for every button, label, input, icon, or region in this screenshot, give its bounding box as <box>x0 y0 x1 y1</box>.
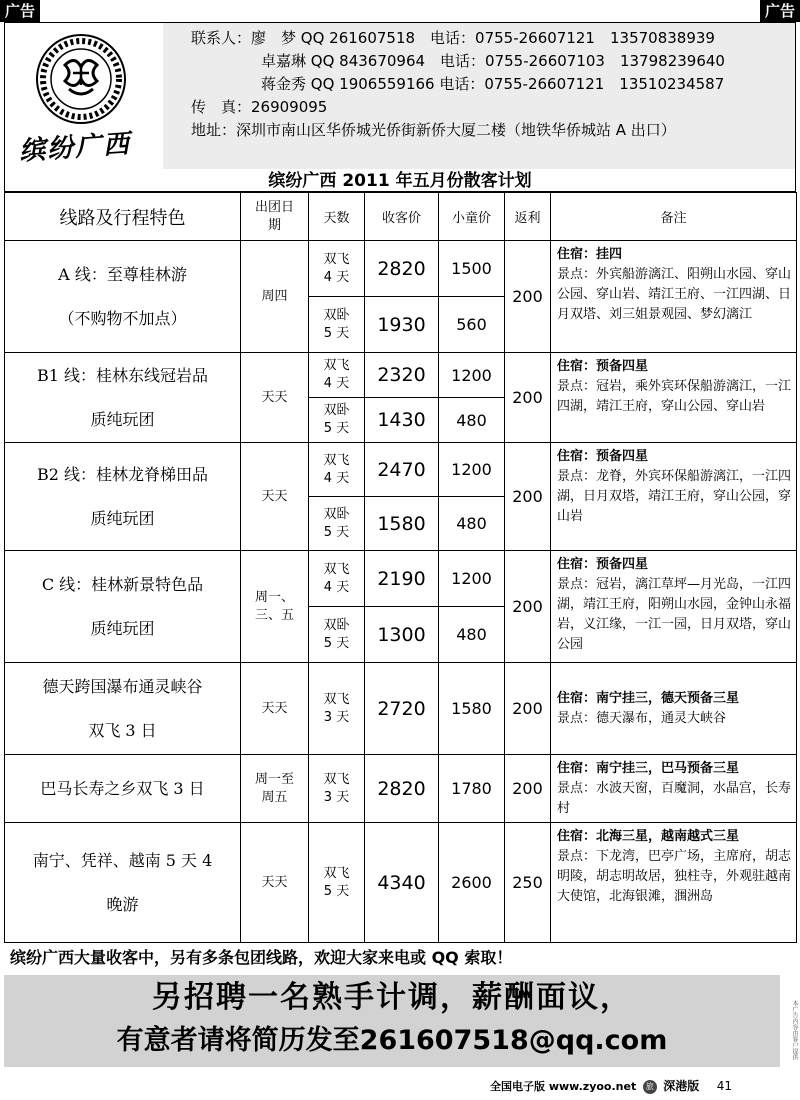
header-price: 收客价 <box>365 193 439 241</box>
mode-days: 5 天 <box>323 635 350 651</box>
mode-type: 双飞 <box>323 771 350 787</box>
contact-line-3: 蒋金秀 QQ 1906559166 电话：0755-26607121 13510234587 <box>261 75 725 93</box>
child-price-cell: 1200 <box>439 443 505 497</box>
route-line-2: 双飞 3 日 <box>88 720 157 740</box>
route-line-1: B1 线：桂林东线冠岩品 <box>36 365 209 385</box>
footer-note: 缤纷广西大量收客中，另有多条包团线路，欢迎大家来电或 QQ 索取！ <box>10 948 513 967</box>
rebate-cell: 200 <box>505 443 551 551</box>
child-price-cell: 1200 <box>439 353 505 398</box>
route-cell <box>5 241 241 353</box>
child-price-cell: 480 <box>439 497 505 551</box>
depart-cell: 天天 <box>241 443 309 551</box>
note-sights: 景点：冠岩，乘外宾环保船游漓江，一江四湖，靖江王府，穿山公园、穿山岩 <box>557 379 792 414</box>
edition-circle-icon: 旅 <box>643 1080 657 1094</box>
note-sights: 景点：外宾船游漓江、阳朔山水园、穿山公园、穿山岩、靖江王府、一江四湖、日月双塔、刘三姐景观园、梦幻漓江 <box>557 267 792 322</box>
table-row <box>5 663 797 755</box>
mode-days: 4 天 <box>323 376 350 391</box>
mode-type: 双飞 <box>323 865 350 881</box>
mode-cell <box>309 297 365 353</box>
route-line-1: 南宁、凭祥、越南 5 天 4 <box>32 850 213 870</box>
mode-cell <box>309 398 365 443</box>
mode-cell <box>309 823 365 943</box>
recruit-banner <box>4 975 780 1067</box>
note-cell <box>551 823 797 943</box>
mode-type: 双飞 <box>323 691 350 707</box>
price-cell: 2820 <box>365 755 439 823</box>
ad-tag-right: 广告 <box>760 0 800 22</box>
mode-cell <box>309 607 365 663</box>
mode-days: 3 天 <box>323 709 350 725</box>
note-sights: 景点：冠岩，漓江草坪—月光岛，一江四湖，靖江王府，阳朔山水园，金钟山永福岩，义江缘，一江一园，日月双塔，穿山公园 <box>557 577 792 652</box>
mode-cell <box>309 443 365 497</box>
note-cell <box>551 241 797 353</box>
note-hotel: 住宿：预备四星 <box>557 557 649 572</box>
note-cell <box>551 551 797 663</box>
note-cell <box>551 443 797 551</box>
note-sights: 景点：水波天窗，百魔洞，水晶宫，长寿村 <box>557 781 792 816</box>
route-line-1: C 线：桂林新景特色品 <box>41 574 204 594</box>
fax-line: 传 真：26909095 <box>191 98 328 116</box>
tour-plan-table <box>4 192 797 943</box>
rebate-cell: 200 <box>505 663 551 755</box>
depart-cell: 天天 <box>241 823 309 943</box>
price-cell: 2820 <box>365 241 439 297</box>
header-child: 小童价 <box>439 193 505 241</box>
mode-type: 双卧 <box>323 617 350 633</box>
price-cell: 4340 <box>365 823 439 943</box>
rebate-cell: 250 <box>505 823 551 943</box>
mode-days: 4 天 <box>323 579 350 595</box>
header-note: 备注 <box>551 193 797 241</box>
price-cell: 1430 <box>365 398 439 443</box>
route-cell <box>5 755 241 823</box>
route-line-2: （不购物不加点） <box>58 308 187 328</box>
mode-days: 5 天 <box>323 421 350 436</box>
child-price-cell: 2600 <box>439 823 505 943</box>
side-note: 本广告内容由客户提供 <box>791 1000 798 1060</box>
depart-cell: 周四 <box>241 241 309 353</box>
mode-days: 5 天 <box>323 325 350 341</box>
route-line-2: 晚游 <box>106 894 139 914</box>
table-row <box>5 823 797 943</box>
route-line-2: 质纯玩团 <box>90 409 155 429</box>
route-cell <box>5 443 241 551</box>
mode-type: 双飞 <box>323 251 350 267</box>
header-depart: 出团日期 <box>241 193 309 241</box>
price-cell: 2320 <box>365 353 439 398</box>
price-cell: 2470 <box>365 443 439 497</box>
mode-type: 双飞 <box>323 358 350 373</box>
page-footer <box>490 1078 732 1095</box>
depart-cell: 天天 <box>241 663 309 755</box>
logo-emblem-icon <box>35 33 127 125</box>
address-line: 地址：深圳市南山区华侨城光侨街新侨大厦二楼（地铁华侨城站 A 出口） <box>191 121 676 139</box>
mode-cell <box>309 241 365 297</box>
recruit-line-2: 有意者请将简历发至261607518@qq.com <box>116 1025 668 1056</box>
rebate-cell: 200 <box>505 353 551 443</box>
mode-cell <box>309 551 365 607</box>
route-line-1: 德天跨国瀑布通灵峡谷 <box>42 676 203 696</box>
child-price-cell: 1500 <box>439 241 505 297</box>
mode-days: 5 天 <box>323 883 350 899</box>
note-sights: 景点：龙脊，外宾环保船游漓江，一江四湖，日月双塔，靖江王府，穿山公园，穿山岩 <box>557 469 792 524</box>
mode-type: 双卧 <box>323 307 350 323</box>
mode-cell <box>309 663 365 755</box>
note-hotel: 住宿：预备四星 <box>557 449 649 464</box>
mode-cell <box>309 755 365 823</box>
recruit-line-1: 另招聘一名熟手计调，薪酬面议， <box>152 980 632 1015</box>
price-cell: 1580 <box>365 497 439 551</box>
table-row <box>5 755 797 823</box>
mode-cell <box>309 353 365 398</box>
contact-line-1: 联系人：廖 梦 QQ 261607518 电话：0755-26607121 13570838939 <box>191 29 715 47</box>
note-sights: 景点：德天瀑布，通灵大峡谷 <box>557 710 727 726</box>
plan-title: 缤纷广西 2011 年五月份散客计划 <box>268 171 532 191</box>
header <box>4 22 796 192</box>
child-price-cell: 560 <box>439 297 505 353</box>
note-hotel: 住宿：预备四星 <box>557 359 649 374</box>
table-header-row <box>5 193 797 241</box>
note-hotel: 住宿：挂四 <box>557 247 623 262</box>
contact-line-2: 卓嘉琳 QQ 843670964 电话：0755-26607103 13798239640 <box>261 52 725 70</box>
price-cell: 2190 <box>365 551 439 607</box>
table-row <box>5 241 797 297</box>
mode-days: 3 天 <box>323 789 350 805</box>
child-price-cell: 1580 <box>439 663 505 755</box>
table-row <box>5 551 797 607</box>
route-cell <box>5 823 241 943</box>
route-line-1: 巴马长寿之乡双飞 3 日 <box>40 778 205 798</box>
note-cell <box>551 663 797 755</box>
price-cell: 2720 <box>365 663 439 755</box>
note-cell <box>551 755 797 823</box>
mode-days: 5 天 <box>323 524 350 540</box>
route-line-1: B2 线：桂林龙脊梯田品 <box>36 464 209 484</box>
header-route: 线路及行程特色 <box>5 193 241 241</box>
depart-cell: 周一至周五 <box>241 755 309 823</box>
mode-cell <box>309 497 365 551</box>
mode-type: 双卧 <box>323 506 350 522</box>
header-rebate: 返利 <box>505 193 551 241</box>
edition-text: 深港版 <box>663 1079 700 1093</box>
rebate-cell: 200 <box>505 755 551 823</box>
depart-cell: 周一、三、五 <box>241 551 309 663</box>
child-price-cell: 1200 <box>439 551 505 607</box>
route-cell <box>5 551 241 663</box>
route-line-2: 质纯玩团 <box>90 508 155 528</box>
mode-type: 双飞 <box>323 452 350 468</box>
price-cell: 1930 <box>365 297 439 353</box>
mode-type: 双卧 <box>323 403 350 418</box>
price-cell: 1300 <box>365 607 439 663</box>
child-price-cell: 480 <box>439 398 505 443</box>
contact-info <box>163 23 795 169</box>
note-hotel: 住宿：南宁挂三，巴马预备三星 <box>557 761 740 776</box>
note-hotel: 住宿：南宁挂三，德天预备三星 <box>557 690 740 706</box>
note-hotel: 住宿：北海三星，越南越式三星 <box>557 829 740 844</box>
child-price-cell: 480 <box>439 607 505 663</box>
depart-cell: 天天 <box>241 353 309 443</box>
header-days: 天数 <box>309 193 365 241</box>
mode-type: 双飞 <box>323 561 350 577</box>
table-row <box>5 353 797 398</box>
note-cell <box>551 353 797 443</box>
route-cell <box>5 663 241 755</box>
ad-tag-left: 广告 <box>0 0 40 22</box>
logo-text: 缤纷广西 <box>18 129 133 167</box>
logo <box>5 23 163 169</box>
page-number: 41 <box>716 1079 733 1093</box>
note-sights: 景点：下龙湾，巴亭广场，主席府，胡志明陵，胡志明故居，独柱寺，外观驻越南大使馆，北海银滩，涠洲岛 <box>557 849 792 904</box>
route-cell <box>5 353 241 443</box>
mode-days: 4 天 <box>323 269 350 285</box>
mode-days: 4 天 <box>323 470 350 486</box>
site-text: 全国电子版 www.zyoo.net <box>490 1080 637 1093</box>
rebate-cell: 200 <box>505 551 551 663</box>
route-line-2: 质纯玩团 <box>90 618 155 638</box>
table-row <box>5 443 797 497</box>
rebate-cell: 200 <box>505 241 551 353</box>
child-price-cell: 1780 <box>439 755 505 823</box>
route-line-1: A 线：至尊桂林游 <box>58 264 187 284</box>
